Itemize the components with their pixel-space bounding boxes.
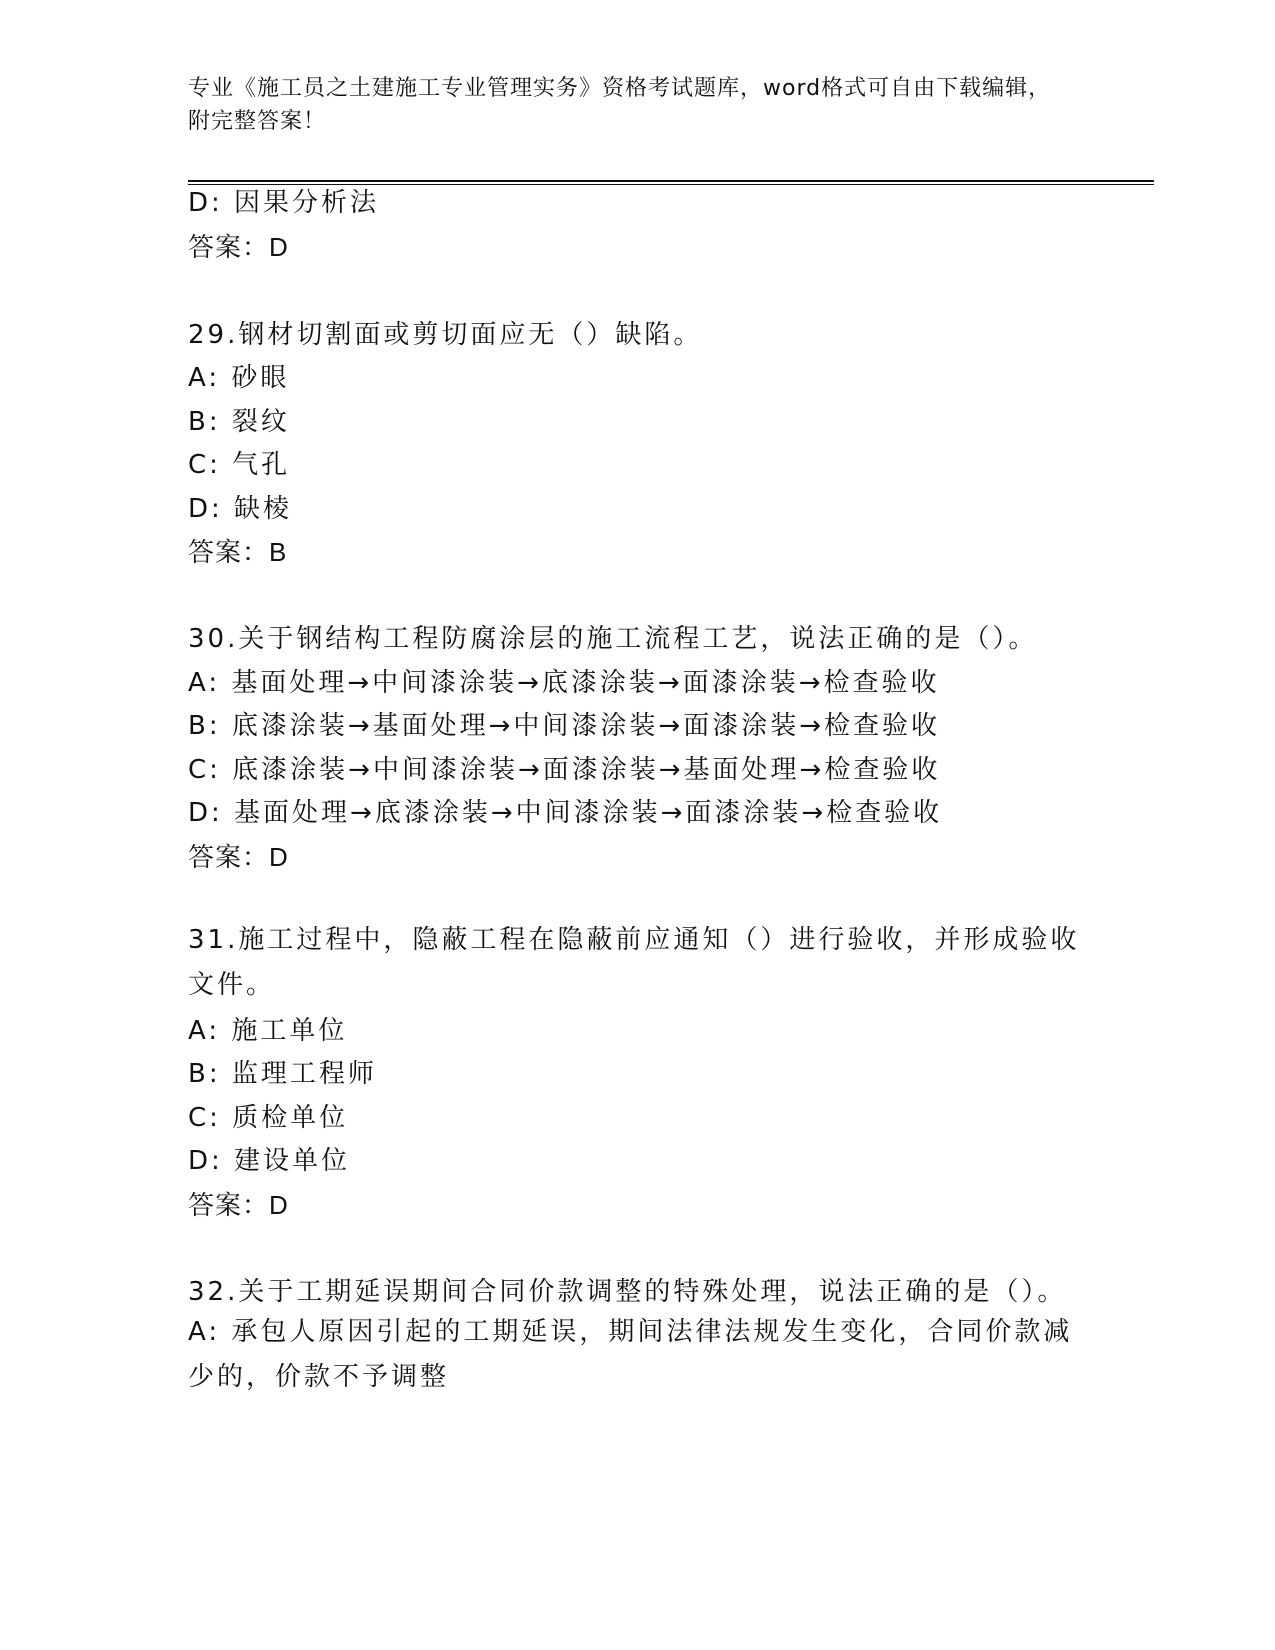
q30-stem: 30.关于钢结构工程防腐涂层的施工流程工艺，说法正确的是（）。 [188, 624, 1038, 654]
q31-option-a: A: 施工单位 [188, 1016, 348, 1046]
q32-option-a: A: 承包人原因引起的工期延误，期间法律法规发生变化，合同价款减少的，价款不予调整 [188, 1317, 1073, 1392]
q29-option-a: A: 砂眼 [188, 363, 290, 393]
q29-option-d: D: 缺棱 [188, 494, 293, 524]
q31-answer: 答案：D [188, 1190, 289, 1220]
q29-option-c: C: 气孔 [188, 450, 291, 480]
page-header: 专业《施工员之土建施工专业管理实务》资格考试题库，word格式可自由下载编辑，附完整答案！ [188, 76, 1052, 134]
q30-option-a: A: 基面处理→中间漆涂装→底漆涂装→面漆涂装→检查验收 [188, 668, 940, 698]
q31-option-c: C: 质检单位 [188, 1103, 349, 1133]
q29-option-b: B: 裂纹 [188, 407, 290, 437]
q30-answer: 答案：D [188, 842, 289, 872]
q30-option-b: B: 底漆涂装→基面处理→中间漆涂装→面漆涂装→检查验收 [188, 711, 941, 741]
q29-answer: 答案：B [188, 537, 288, 567]
header-rule-thick [188, 180, 1154, 182]
q29-stem: 29.钢材切割面或剪切面应无（）缺陷。 [188, 320, 703, 350]
prev-option-d: D: 因果分析法 [188, 188, 380, 218]
q31-option-d: D: 建设单位 [188, 1146, 351, 1176]
q30-option-d: D: 基面处理→底漆涂装→中间漆涂装→面漆涂装→检查验收 [188, 798, 943, 828]
header-rule-thin [188, 184, 1154, 185]
q30-option-c: C: 底漆涂装→中间漆涂装→面漆涂装→基面处理→检查验收 [188, 755, 941, 785]
q32-stem: 32.关于工期延误期间合同价款调整的特殊处理，说法正确的是（）。 [188, 1277, 1067, 1307]
q31-stem: 31.施工过程中，隐蔽工程在隐蔽前应通知（）进行验收，并形成验收文件。 [188, 925, 1080, 1000]
q31-option-b: B: 监理工程师 [188, 1059, 377, 1089]
prev-answer: 答案：D [188, 232, 289, 262]
